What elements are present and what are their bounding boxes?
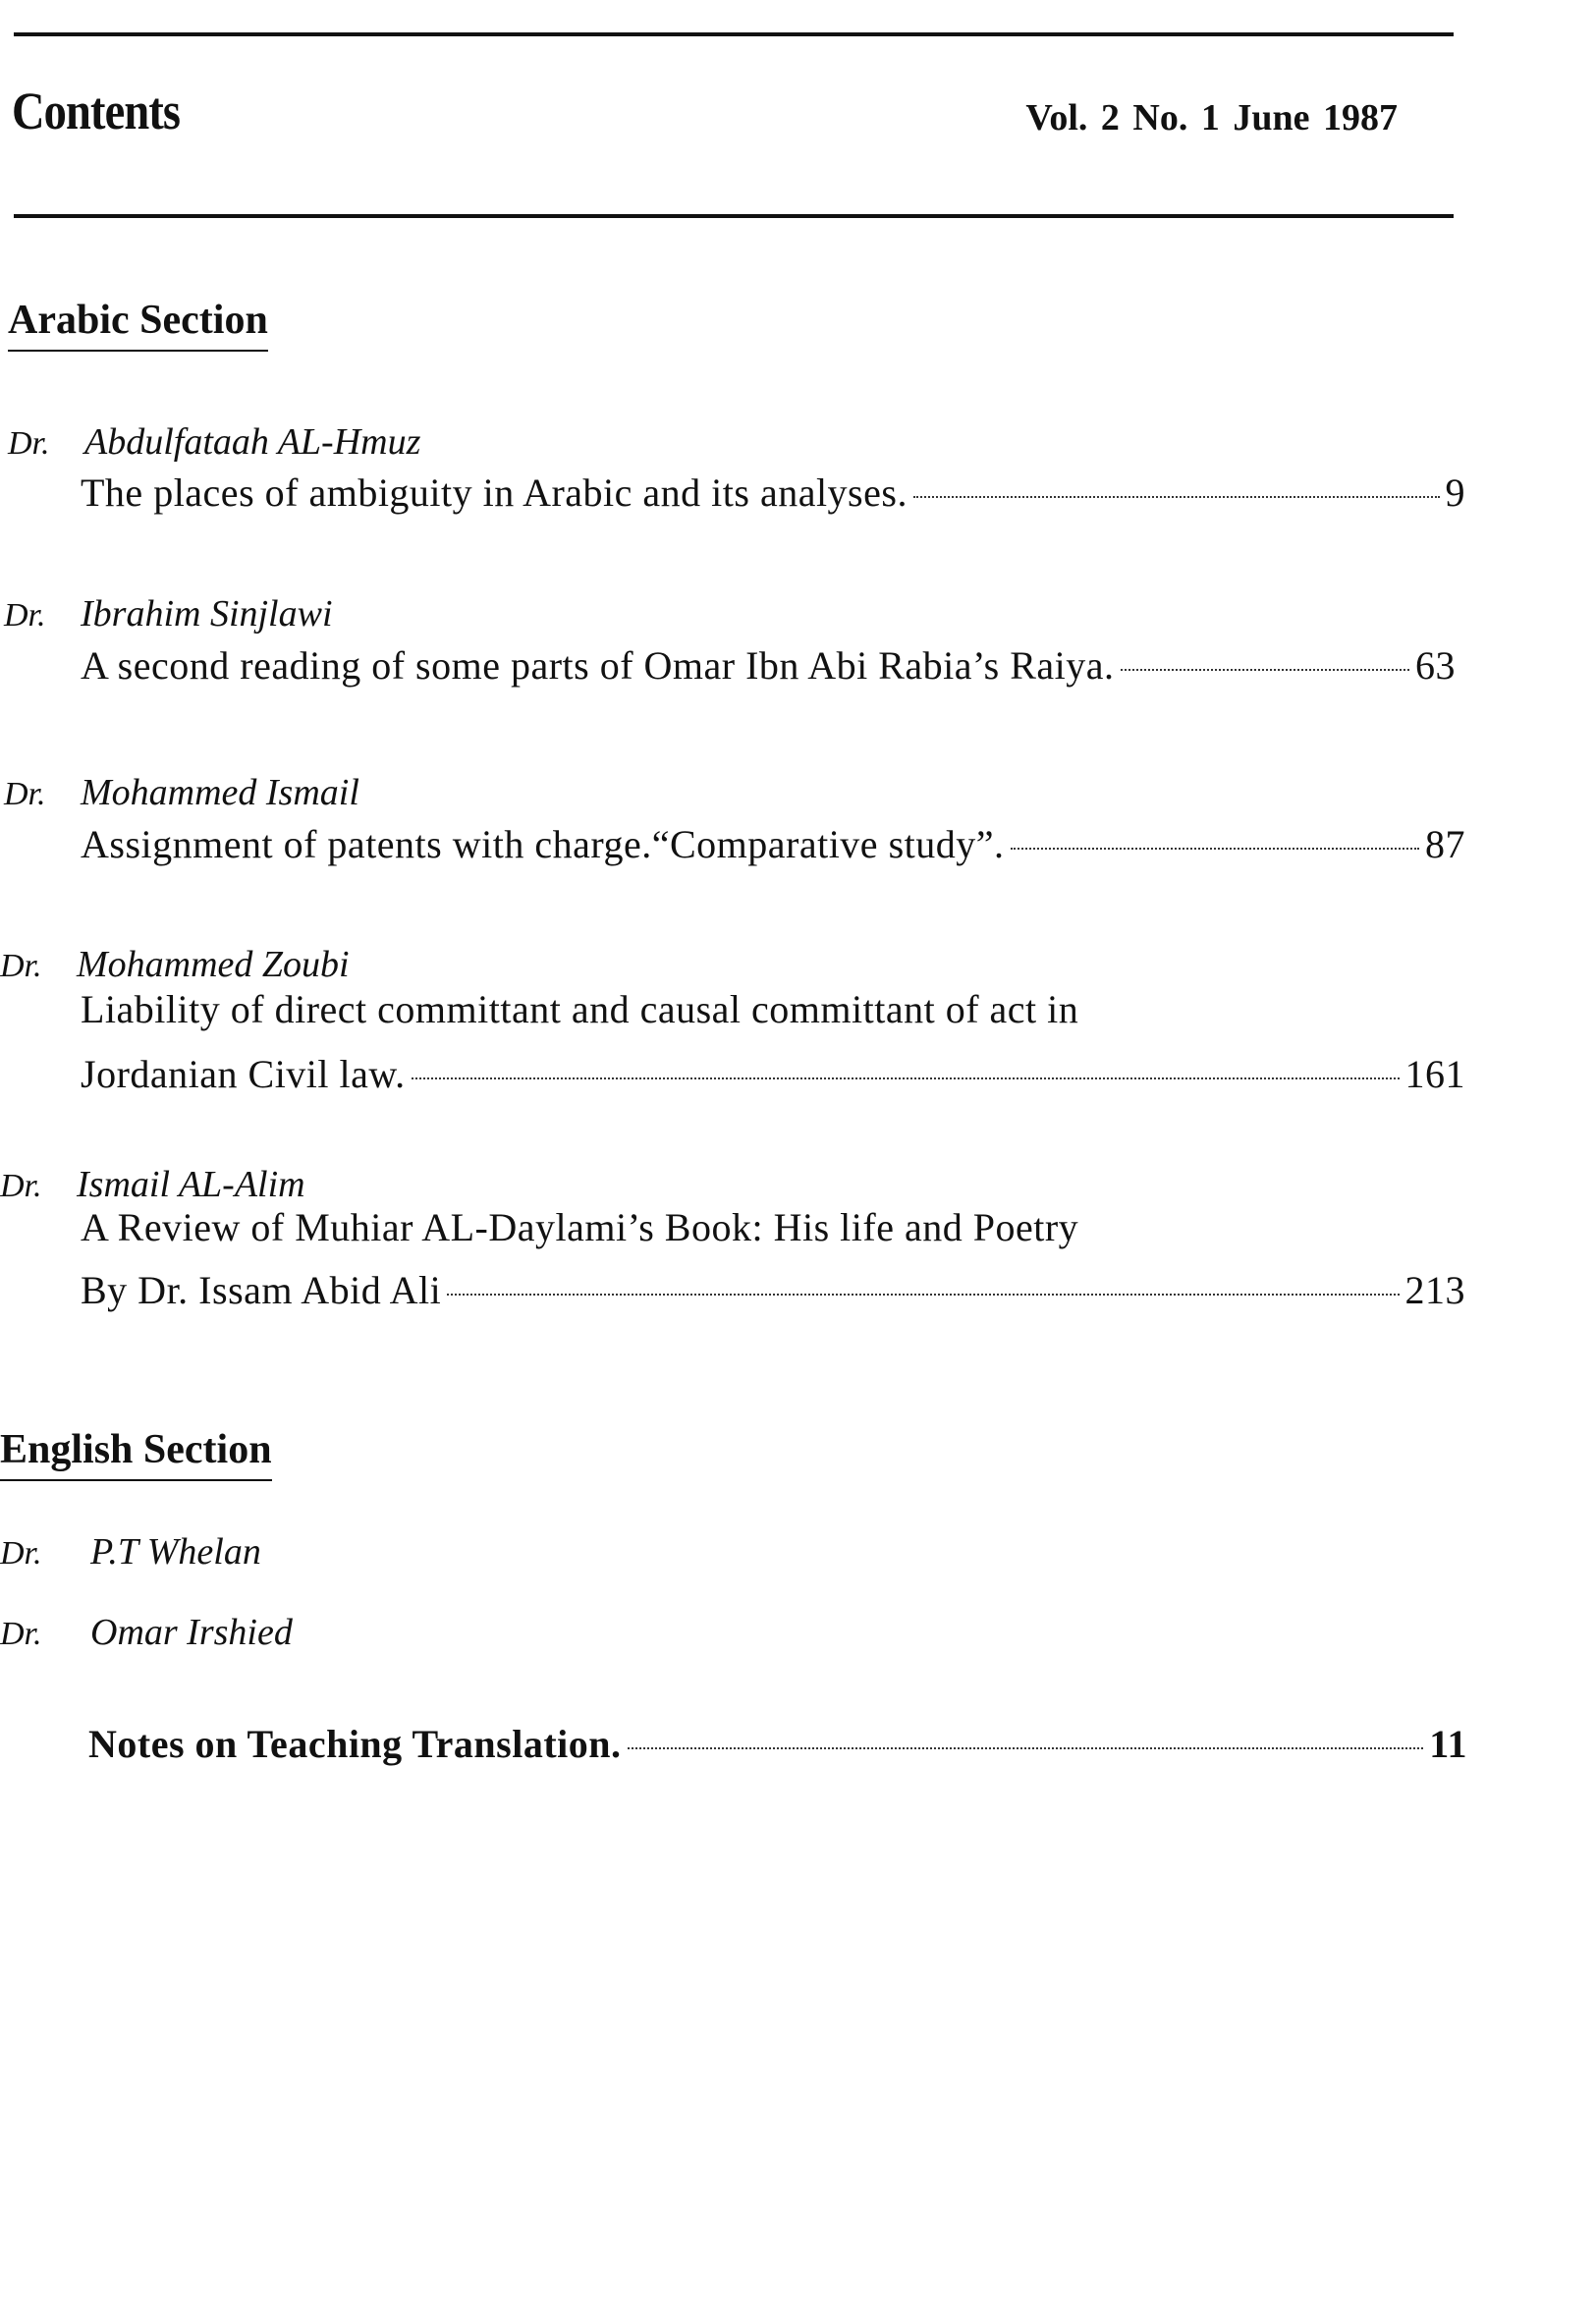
toc-entry[interactable] bbox=[81, 1051, 1465, 1097]
page-title: Contents bbox=[12, 82, 181, 140]
author-prefix: Dr. bbox=[4, 597, 46, 634]
toc-entry[interactable] bbox=[88, 1721, 1467, 1767]
author-name: P.T Whelan bbox=[90, 1531, 261, 1573]
dot-leader bbox=[1121, 669, 1410, 671]
toc-entry[interactable] bbox=[81, 1267, 1465, 1313]
top-rule bbox=[14, 32, 1454, 36]
dot-leader bbox=[412, 1077, 1400, 1079]
author-line bbox=[8, 420, 420, 464]
entry-title: The places of ambiguity in Arabic and its analyses. bbox=[81, 470, 908, 515]
author-prefix: Dr. bbox=[0, 948, 42, 984]
author-name: Ibrahim Sinjlawi bbox=[81, 593, 333, 635]
section-heading-english: English Section bbox=[0, 1426, 272, 1481]
page-number: 161 bbox=[1404, 1052, 1465, 1096]
page-number: 11 bbox=[1429, 1722, 1467, 1766]
author-name: Ismail AL-Alim bbox=[77, 1164, 305, 1205]
section-heading-arabic: Arabic Section bbox=[8, 297, 268, 352]
author-name: Abdulfataah AL-Hmuz bbox=[84, 421, 421, 463]
author-name: Mohammed Ismail bbox=[81, 772, 359, 813]
toc-entry[interactable] bbox=[81, 821, 1465, 867]
entry-title: A second reading of some parts of Omar Ibn Abi Rabia’s Raiya. bbox=[81, 643, 1115, 688]
author-prefix: Dr. bbox=[0, 1616, 42, 1652]
author-prefix: Dr. bbox=[0, 1168, 42, 1204]
author-prefix: Dr. bbox=[4, 776, 46, 812]
author-line bbox=[0, 1611, 293, 1654]
toc-entry[interactable] bbox=[81, 642, 1456, 689]
author-line bbox=[4, 771, 359, 814]
author-prefix: Dr. bbox=[0, 1535, 42, 1572]
page-number: 87 bbox=[1425, 822, 1465, 866]
author-line bbox=[0, 1530, 261, 1574]
issue-info: Vol. 2 No. 1 June 1987 bbox=[1025, 97, 1398, 138]
author-line bbox=[0, 1163, 305, 1206]
page-number: 213 bbox=[1404, 1268, 1465, 1312]
author-name: Mohammed Zoubi bbox=[77, 944, 350, 985]
dot-leader bbox=[913, 496, 1440, 498]
entry-title: Jordanian Civil law. bbox=[81, 1052, 406, 1096]
author-name: Omar Irshied bbox=[90, 1612, 293, 1653]
page-number: 63 bbox=[1415, 643, 1456, 688]
entry-title-line: Liability of direct committant and causal committant of act in bbox=[81, 987, 1079, 1031]
author-prefix: Dr. bbox=[8, 425, 50, 462]
dot-leader bbox=[628, 1747, 1424, 1749]
dot-leader bbox=[1011, 848, 1420, 850]
dot-leader bbox=[447, 1294, 1399, 1296]
entry-title: Assignment of patents with charge.“Comparative study”. bbox=[81, 822, 1005, 866]
header-rule bbox=[14, 214, 1454, 218]
entry-title-line: A Review of Muhiar AL-Daylami’s Book: His life and Poetry bbox=[81, 1205, 1079, 1249]
author-line bbox=[0, 943, 350, 986]
page-number: 9 bbox=[1445, 470, 1465, 515]
entry-title: Notes on Teaching Translation. bbox=[88, 1722, 622, 1766]
entry-title: By Dr. Issam Abid Ali bbox=[81, 1268, 442, 1312]
author-line bbox=[4, 592, 333, 635]
toc-entry[interactable] bbox=[81, 469, 1465, 516]
